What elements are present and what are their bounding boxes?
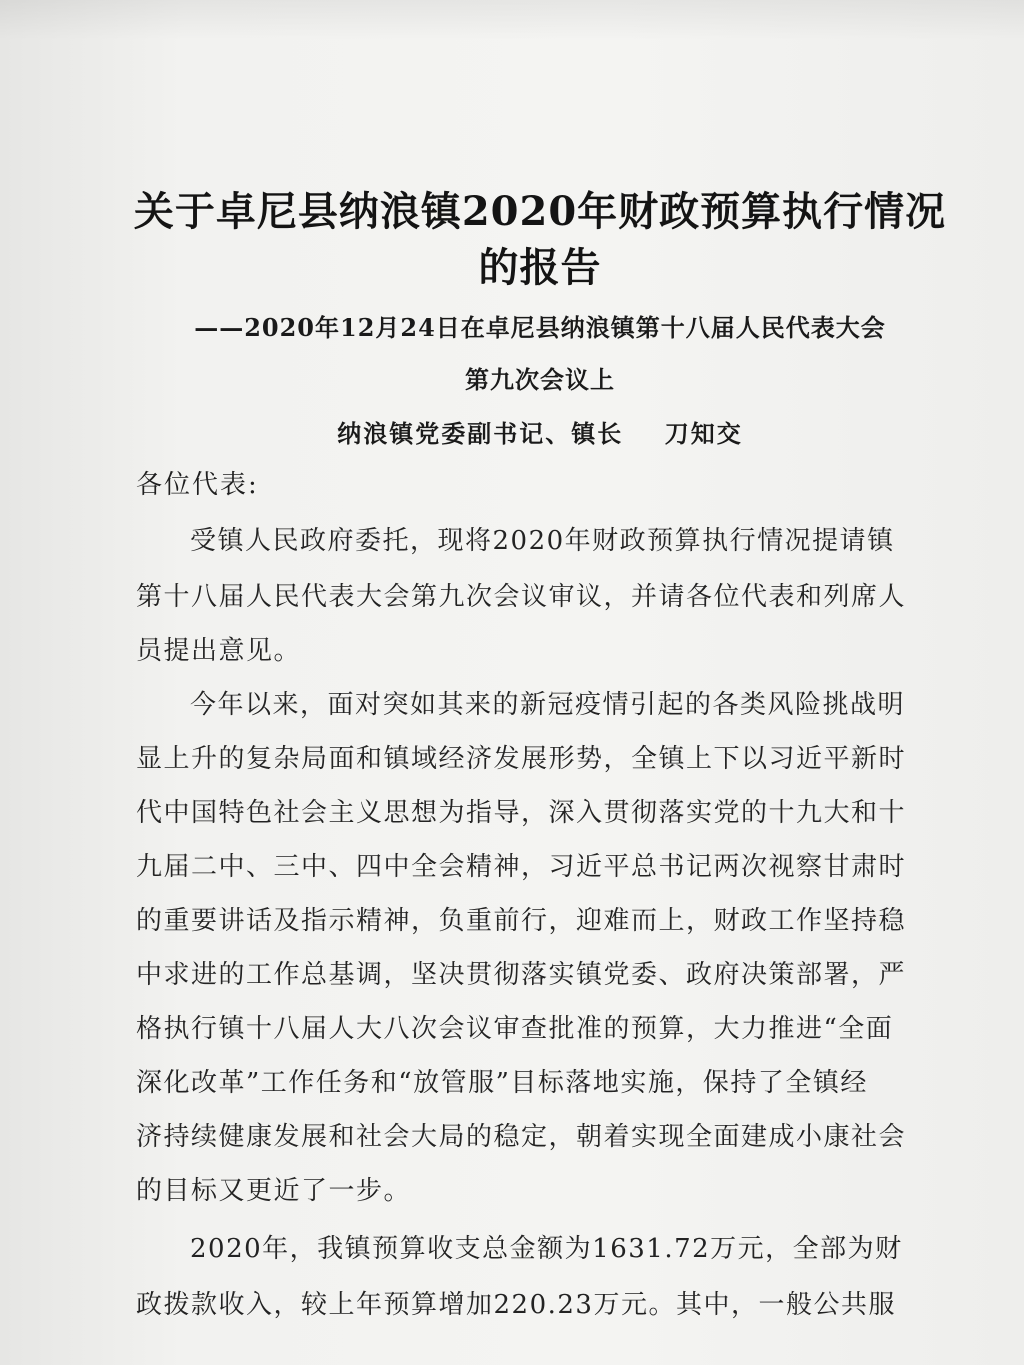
report-author: 纳浪镇党委副书记、镇长 刀知交 (337, 419, 743, 448)
report-title-line-1: 关于卓尼县纳浪镇2020年财政预算执行情况 (133, 188, 947, 235)
report-title-line-2: 的报告 (478, 244, 602, 291)
body-line: 受镇人民政府委托，现将2020年财政预算执行情况提请镇 (190, 526, 895, 556)
body-line: 九届二中、三中、四中全会精神，习近平总书记两次视察甘肃时 (136, 852, 907, 882)
report-subtitle-line-2: 第九次会议上 (465, 365, 615, 394)
body-line: 格执行镇十八届人大八次会议审查批准的预算，大力推进“全面 (136, 1014, 894, 1044)
body-line: 的目标又更近了一步。 (136, 1176, 412, 1206)
body-line: 济持续健康发展和社会大局的稳定，朝着实现全面建成小康社会 (136, 1122, 907, 1152)
body-line: 2020年，我镇预算收支总金额为1631.72万元，全部为财 (190, 1234, 903, 1264)
body-line: 显上升的复杂局面和镇域经济发展形势，全镇上下以习近平新时 (136, 744, 907, 774)
body-line: 的重要讲话及指示精神，负重前行，迎难而上，财政工作坚持稳 (136, 906, 907, 936)
body-line: 深化改革”工作任务和“放管服”目标落地实施，保持了全镇经 (136, 1068, 868, 1098)
body-line: 员提出意见。 (136, 636, 302, 666)
report-subtitle-line-1: ——2020年12月24日在卓尼县纳浪镇第十八届人民代表大会 (194, 313, 886, 342)
body-line: 第十八届人民代表大会第九次会议审议，并请各位代表和列席人 (136, 582, 907, 612)
body-line: 代中国特色社会主义思想为指导，深入贯彻落实党的十九大和十 (136, 798, 907, 828)
body-line: 政拨款收入，较上年预算增加220.23万元。其中，一般公共服 (136, 1290, 896, 1320)
salutation: 各位代表: (136, 470, 259, 500)
page-shadow (0, 0, 1024, 40)
body-line: 今年以来，面对突如其来的新冠疫情引起的各类风险挑战明 (190, 690, 906, 720)
body-line: 中求进的工作总基调，坚决贯彻落实镇党委、政府决策部署，严 (136, 960, 907, 990)
